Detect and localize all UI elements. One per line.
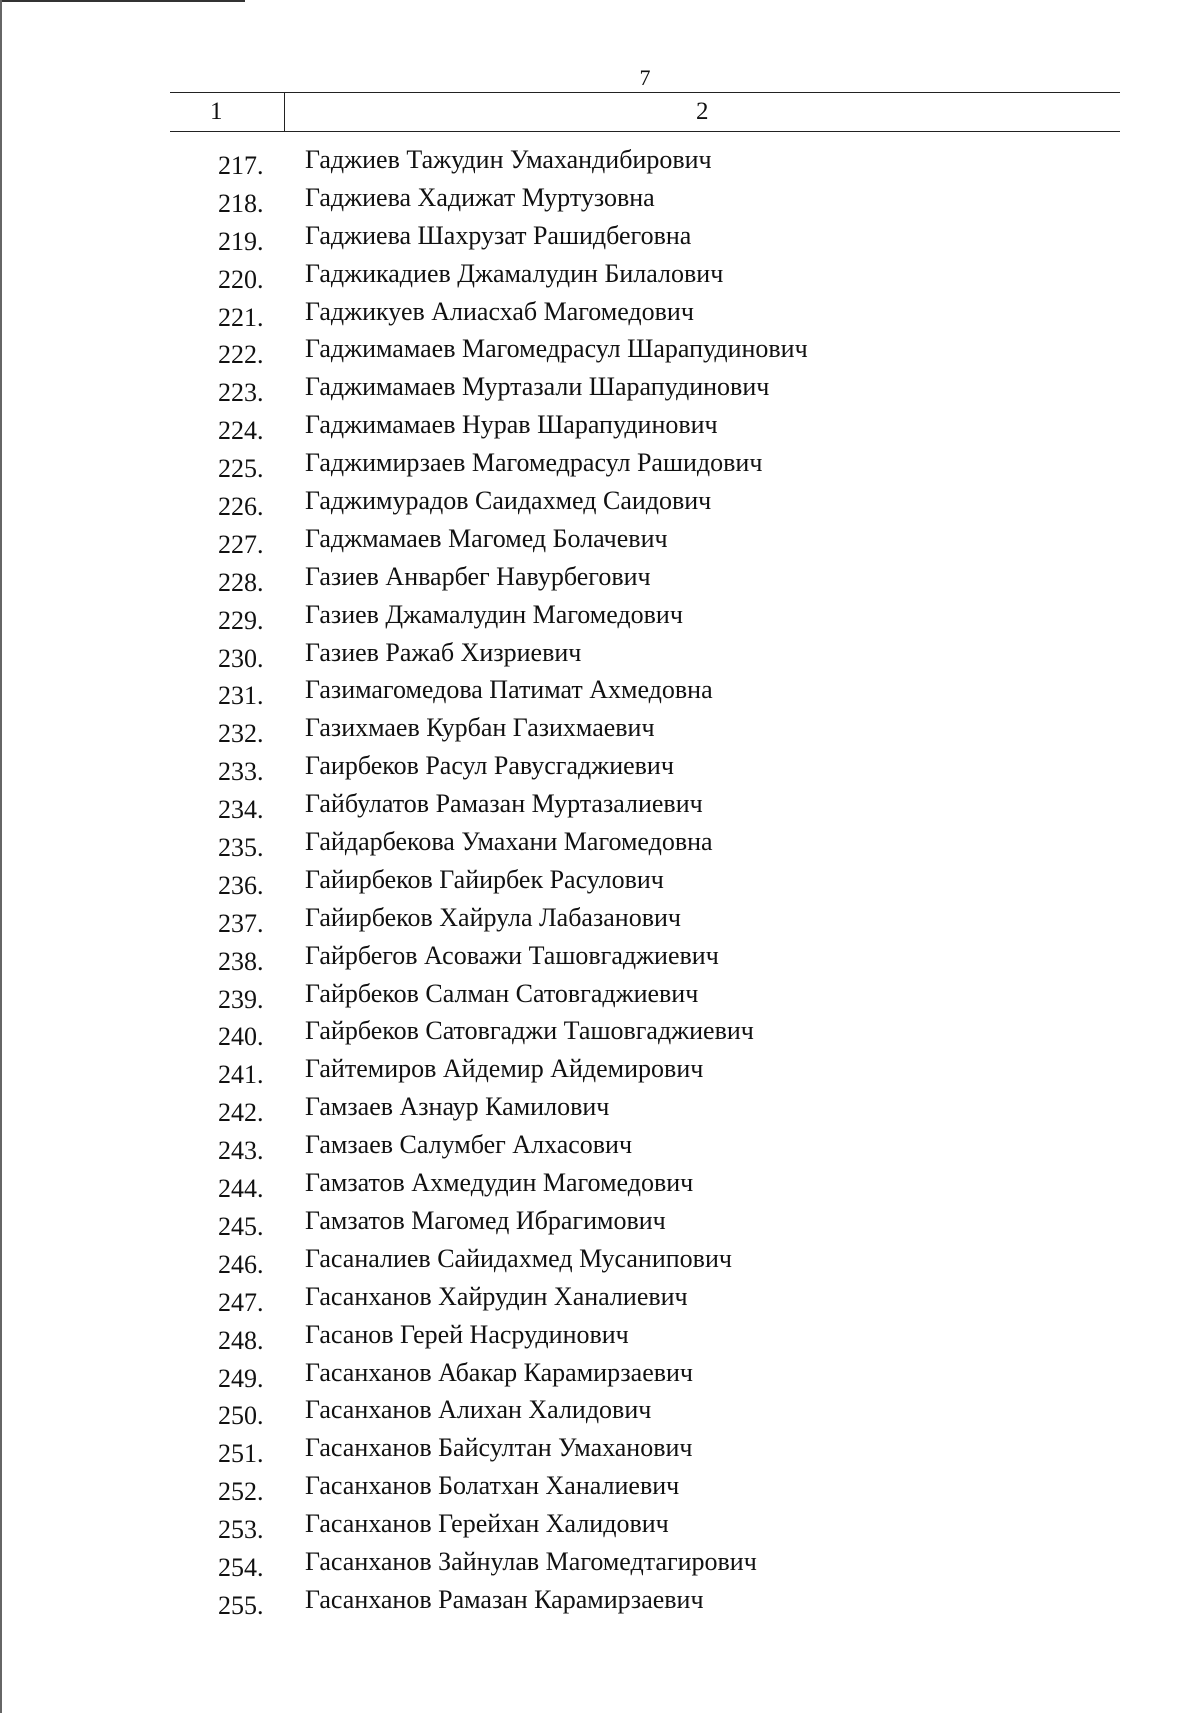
table-row: [0, 256, 1200, 294]
table-header: [170, 92, 1120, 132]
table-row: [0, 407, 1200, 445]
row-number: 227.: [218, 529, 264, 559]
table-row: [0, 1468, 1200, 1506]
row-number: 252.: [218, 1477, 264, 1507]
row-number: 238.: [218, 946, 264, 976]
person-name: Гасанханов Рамазан Карамирзаевич: [305, 1584, 704, 1614]
person-name: Гамзатов Ахмедудин Магомедович: [305, 1168, 694, 1198]
person-name: Гаджиев Тажудин Умахандибирович: [305, 145, 712, 174]
column-header-number: 1: [210, 98, 223, 125]
person-name: Гайбулатов Рамазан Муртазалиевич: [305, 789, 703, 819]
row-number: 245.: [218, 1211, 264, 1241]
table-row: [0, 862, 1200, 900]
person-name: Газиев Анварбег Навурбегович: [305, 561, 651, 591]
table-row: [0, 635, 1200, 673]
table-row: [0, 180, 1200, 218]
person-name: Гасанханов Байсултан Умаханович: [305, 1433, 693, 1463]
row-number: 237.: [218, 908, 264, 938]
column-divider: [284, 93, 285, 131]
row-number: 231.: [218, 681, 264, 711]
row-number: 248.: [218, 1325, 264, 1355]
table-row: [0, 824, 1200, 862]
name-list: [0, 142, 1200, 1620]
table-row: [0, 445, 1200, 483]
table-row: [0, 786, 1200, 824]
row-number: 250.: [218, 1401, 264, 1431]
person-name: Гаджимирзаев Магомедрасул Рашидович: [305, 448, 763, 478]
column-header-name: 2: [696, 98, 709, 125]
table-row: [0, 1430, 1200, 1468]
table-row: [0, 1127, 1200, 1165]
person-name: Гасанханов Хайрудин Ханалиевич: [305, 1281, 688, 1311]
person-name: Гамзаев Азнаур Камилович: [305, 1092, 610, 1122]
table-row: [0, 1544, 1200, 1582]
person-name: Гаджимурадов Саидахмед Саидович: [305, 486, 712, 516]
person-name: Гасанов Герей Насрудинович: [305, 1319, 629, 1349]
table-row: [0, 521, 1200, 559]
row-number: 218.: [218, 188, 264, 218]
table-row: [0, 710, 1200, 748]
person-name: Гамзатов Магомед Ибрагимович: [305, 1205, 666, 1235]
row-number: 246.: [218, 1249, 264, 1279]
table-row: [0, 1203, 1200, 1241]
person-name: Газиев Ражаб Хизриевич: [305, 637, 582, 667]
row-number: 222.: [218, 340, 264, 370]
person-name: Гайирбеков Хайрула Лабазанович: [305, 902, 681, 932]
person-name: Газимагомедова Патимат Ахмедовна: [305, 675, 713, 705]
table-row: [0, 1165, 1200, 1203]
row-number: 249.: [218, 1363, 264, 1393]
row-number: 220.: [218, 264, 264, 294]
row-number: 230.: [218, 643, 264, 673]
row-number: 229.: [218, 605, 264, 635]
row-number: 228.: [218, 567, 264, 597]
table-row: [0, 976, 1200, 1014]
row-number: 223.: [218, 378, 264, 408]
person-name: Гамзаев Салумбег Алхасович: [305, 1130, 633, 1160]
row-number: 240.: [218, 1022, 264, 1052]
table-row: [0, 1317, 1200, 1355]
row-number: 236.: [218, 870, 264, 900]
person-name: Гасанханов Болатхан Ханалиевич: [305, 1471, 680, 1501]
table-row: [0, 672, 1200, 710]
row-number: 221.: [218, 302, 264, 332]
row-number: 244.: [218, 1174, 264, 1204]
person-name: Гасанханов Абакар Карамирзаевич: [305, 1357, 694, 1387]
table-row: [0, 748, 1200, 786]
row-number: 247.: [218, 1287, 264, 1317]
person-name: Гасанханов Зайнулав Магомедтагирович: [305, 1546, 757, 1576]
row-number: 255.: [218, 1590, 264, 1620]
table-row: [0, 483, 1200, 521]
row-number: 251.: [218, 1439, 264, 1469]
table-row: [0, 1355, 1200, 1393]
table-row: [0, 1582, 1200, 1620]
row-number: 233.: [218, 757, 264, 787]
table-row: [0, 294, 1200, 332]
row-number: 253.: [218, 1515, 264, 1545]
person-name: Гайрбеков Сатовгаджи Ташовгаджиевич: [305, 1016, 754, 1046]
table-row: [0, 559, 1200, 597]
table-row: [0, 900, 1200, 938]
table-row: [0, 1279, 1200, 1317]
row-number: 235.: [218, 833, 264, 863]
person-name: Гасанханов Алихан Халидович: [305, 1395, 652, 1425]
table-row: [0, 331, 1200, 369]
person-name: Гаджикуев Алиасхаб Магомедович: [305, 296, 694, 326]
row-number: 239.: [218, 984, 264, 1014]
person-name: Гасанханов Герейхан Халидович: [305, 1509, 669, 1539]
person-name: Гайрбегов Асоважи Ташовгаджиевич: [305, 940, 719, 970]
table-row: [0, 369, 1200, 407]
row-number: 243.: [218, 1136, 264, 1166]
person-name: Гайирбеков Гайирбек Расулович: [305, 864, 664, 894]
table-row: [0, 1013, 1200, 1051]
person-name: Гаджимамаев Муртазали Шарапудинович: [305, 372, 770, 402]
page-number: 7: [639, 65, 651, 90]
person-name: Гаджикадиев Джамалудин Билалович: [305, 258, 724, 288]
table-row: [0, 938, 1200, 976]
table-row: [0, 1051, 1200, 1089]
person-name: Гаджимамаев Магомедрасул Шарапудинович: [305, 334, 808, 364]
person-name: Гайтемиров Айдемир Айдемирович: [305, 1054, 704, 1084]
scan-edge-line: [0, 0, 245, 2]
table-row: [0, 218, 1200, 256]
person-name: Гаджиева Хадижат Муртузовна: [305, 182, 655, 212]
person-name: Гаджмамаев Магомед Болачевич: [305, 523, 668, 553]
row-number: 254.: [218, 1552, 264, 1582]
table-row: [0, 1506, 1200, 1544]
row-number: 242.: [218, 1098, 264, 1128]
person-name: Гаджимамаев Нурав Шарапудинович: [305, 410, 718, 440]
row-number: 224.: [218, 416, 264, 446]
row-number: 234.: [218, 795, 264, 825]
row-number: 232.: [218, 719, 264, 749]
table-row: [0, 1392, 1200, 1430]
table-row: [0, 1089, 1200, 1127]
person-name: Газихмаев Курбан Газихмаевич: [305, 713, 655, 743]
person-name: Газиев Джамалудин Магомедович: [305, 599, 683, 629]
person-name: Гаджиева Шахрузат Рашидбеговна: [305, 220, 692, 250]
row-number: 225.: [218, 454, 264, 484]
person-name: Гаирбеков Расул Равусгаджиевич: [305, 751, 674, 781]
row-number: 219.: [218, 226, 264, 256]
row-number: 226.: [218, 492, 264, 522]
person-name: Гайрбеков Салман Сатовгаджиевич: [305, 978, 699, 1008]
table-row: [0, 1241, 1200, 1279]
person-name: Гайдарбекова Умахани Магомедовна: [305, 827, 713, 857]
table-row: [0, 597, 1200, 635]
table-row: [0, 142, 1200, 180]
row-number: 217.: [218, 151, 264, 180]
person-name: Гасаналиев Сайидахмед Мусанипович: [305, 1243, 732, 1273]
row-number: 241.: [218, 1060, 264, 1090]
